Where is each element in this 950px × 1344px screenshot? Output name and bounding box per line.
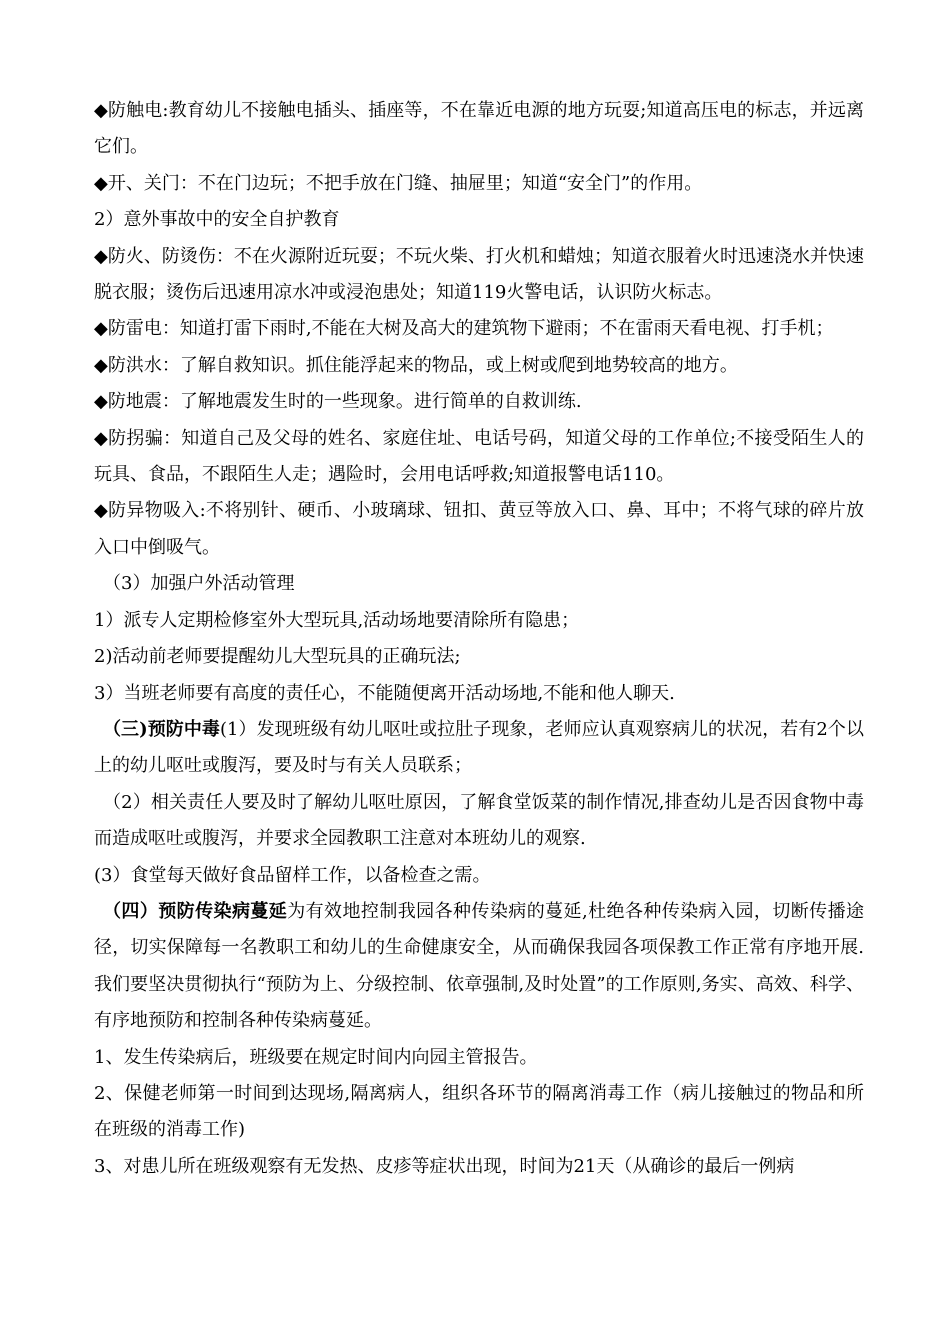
- paragraph-door-safety: ◆开、关门：不在门边玩；不把手放在门缝、抽屉里；知道“安全门”的作用。: [94, 172, 703, 194]
- paragraph-fire-burn: ◆防火、防烫伤：不在火源附近玩耍；不玩火柴、打火机和蜡烛；知道衣服着火时迅速浇水并快速脱衣服；烫伤后迅速用凉水冲或浸泡患处；知道119火警电话，认识防火标志。: [94, 245, 864, 304]
- paragraph-accident-heading: 2）意外事故中的安全自护教育: [94, 209, 340, 231]
- paragraph-infectious: [94, 894, 864, 1040]
- document-page: [94, 93, 864, 1185]
- paragraph-poisoning: [94, 712, 864, 785]
- paragraph-abduction: ◆防拐骗：知道自己及父母的姓名、家庭住址、电话号码，知道父母的工作单位;不接受陌生人的玩具、食品，不跟陌生人走；遇险时，会用电话呼救;知道报警电话110。: [94, 427, 864, 486]
- paragraph-outdoor-2: 2)活动前老师要提醒幼儿大型玩具的正确玩法;: [94, 646, 461, 668]
- paragraph-electric-safety: ◆防触电:教育幼儿不接触电插头、插座等，不在靠近电源的地方玩耍;知道高压电的标志，并远离它们。: [94, 100, 864, 158]
- paragraph-outdoor-1: 1）派专人定期检修室外大型玩具,活动场地要清除所有隐患；: [94, 609, 580, 631]
- poisoning-body: (1）发现班级有幼儿呕吐或拉肚子现象，老师应认真观察病儿的状况，若有2个以上的幼儿呕吐或腹泻，要及时与有关人员联系；: [94, 718, 864, 777]
- paragraph-earthquake: ◆防地震：了解地震发生时的一些现象。进行简单的自救训练.: [94, 391, 582, 413]
- paragraph-outdoor-3: 3）当班老师要有高度的责任心，不能随便离开活动场地,不能和他人聊天.: [94, 682, 675, 704]
- paragraph-lightning: ◆防雷电：知道打雷下雨时,不能在大树及高大的建筑物下避雨；不在雷雨天看电视、打手机；: [94, 318, 834, 340]
- paragraph-infectious-2: 2、保健老师第一时间到达现场,隔离病人，组织各环节的隔离消毒工作（病儿接触过的物品和所在班级的消毒工作): [94, 1082, 864, 1141]
- paragraph-infectious-1: 1、发生传染病后，班级要在规定时间内向园主管报告。: [94, 1046, 538, 1068]
- paragraph-flood: ◆防洪水：了解自救知识。抓住能浮起来的物品，或上树或爬到地势较高的地方。: [94, 354, 738, 376]
- paragraph-poisoning-2: （2）相关责任人要及时了解幼儿呕吐原因，了解食堂饭菜的制作情况,排查幼儿是否因食物中毒而造成呕吐或腹泻，并要求全园教职工注意对本班幼儿的观察.: [94, 791, 864, 850]
- paragraph-poisoning-3: (3）食堂每天做好食品留样工作，以备检查之需。: [94, 864, 491, 886]
- paragraph-infectious-3: 3、对患儿所在班级观察有无发热、皮疹等症状出现，时间为21天（从确诊的最后一例病: [94, 1155, 795, 1177]
- infectious-body: 为有效地控制我园各种传染病的蔓延,杜绝各种传染病入园，切断传播途径，切实保障每一名教职工和幼儿的生命健康安全，从而确保我园各项保教工作正常有序地开展.我们要坚决贯彻执行“预防为上、分级控制、依章强制,及时处置”的工作原则,务实、高效、科学、有序地预防和控制各种传染病蔓延。: [94, 900, 865, 1032]
- paragraph-foreign-object: ◆防异物吸入:不将别针、硬币、小玻璃球、钮扣、黄豆等放入口、鼻、耳中；不将气球的碎片放入口中倒吸气。: [94, 500, 864, 558]
- section-heading-infectious: （四）预防传染病蔓延: [103, 900, 288, 922]
- section-heading-poisoning: （三)预防中毒: [103, 718, 220, 740]
- paragraph-outdoor-heading: （3）加强户外活动管理: [103, 573, 295, 595]
